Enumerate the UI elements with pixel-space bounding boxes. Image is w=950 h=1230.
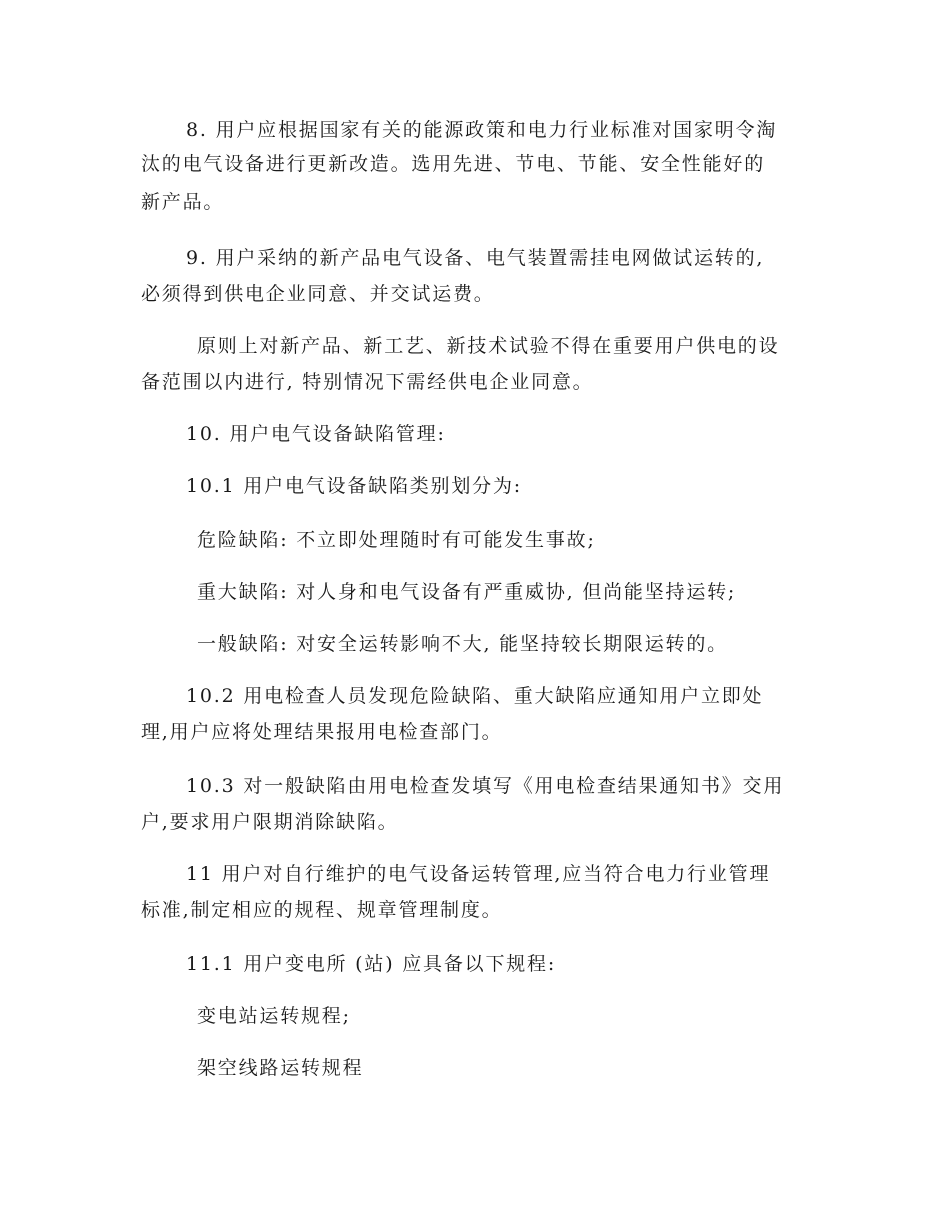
paragraph-8-line-1: 8. 用户应根据国家有关的能源政策和电力行业标准对国家明令淘 (186, 119, 778, 141)
paragraph-principle-line-2: 备范围以内进行, 特别情况下需经供电企业同意。 (141, 371, 594, 393)
paragraph-10-3-line-1: 10.3 对一般缺陷由用电检查发填写《用电检查结果通知书》交用 (186, 775, 785, 797)
paragraph-10-2-line-1: 10.2 用电检查人员发现危险缺陷、重大缺陷应通知用户立即处 (186, 685, 764, 707)
defect-major: 重大缺陷: 对人身和电气设备有严重威协, 但尚能坚持运转; (197, 581, 737, 603)
paragraph-8-line-2: 汰的电气设备进行更新改造。选用先进、节电、节能、安全性能好的 (141, 153, 766, 175)
paragraph-10-heading: 10. 用户电气设备缺陷管理: (186, 423, 446, 445)
defect-dangerous: 危险缺陷: 不立即处理随时有可能发生事故; (197, 529, 596, 551)
paragraph-11-line-1: 11 用户对自行维护的电气设备运转管理,应当符合电力行业管理 (186, 863, 771, 885)
paragraph-9-line-2: 必须得到供电企业同意、并交试运费。 (141, 283, 495, 305)
rule-substation: 变电站运转规程; (197, 1005, 351, 1027)
rule-overhead-line: 架空线路运转规程 (197, 1057, 364, 1079)
paragraph-10-2-line-2: 理,用户应将处理结果报用电检查部门。 (141, 721, 503, 743)
paragraph-9-line-1: 9. 用户采纳的新产品电气设备、电气装置需挂电网做试运转的, (186, 247, 765, 269)
paragraph-11-1: 11.1 用户变电所 (站) 应具备以下规程: (186, 953, 557, 975)
defect-general: 一般缺陷: 对安全运转影响不大, 能坚持较长期限运转的。 (197, 633, 728, 655)
paragraph-10-3-line-2: 户,要求用户限期消除缺陷。 (141, 811, 399, 833)
paragraph-8-line-3: 新产品。 (141, 191, 225, 213)
paragraph-11-line-2: 标准,制定相应的规程、规章管理制度。 (141, 899, 503, 921)
paragraph-principle-line-1: 原则上对新产品、新工艺、新技术试验不得在重要用户供电的设 (197, 335, 780, 357)
paragraph-10-1: 10.1 用户电气设备缺陷类别划分为: (186, 475, 522, 497)
